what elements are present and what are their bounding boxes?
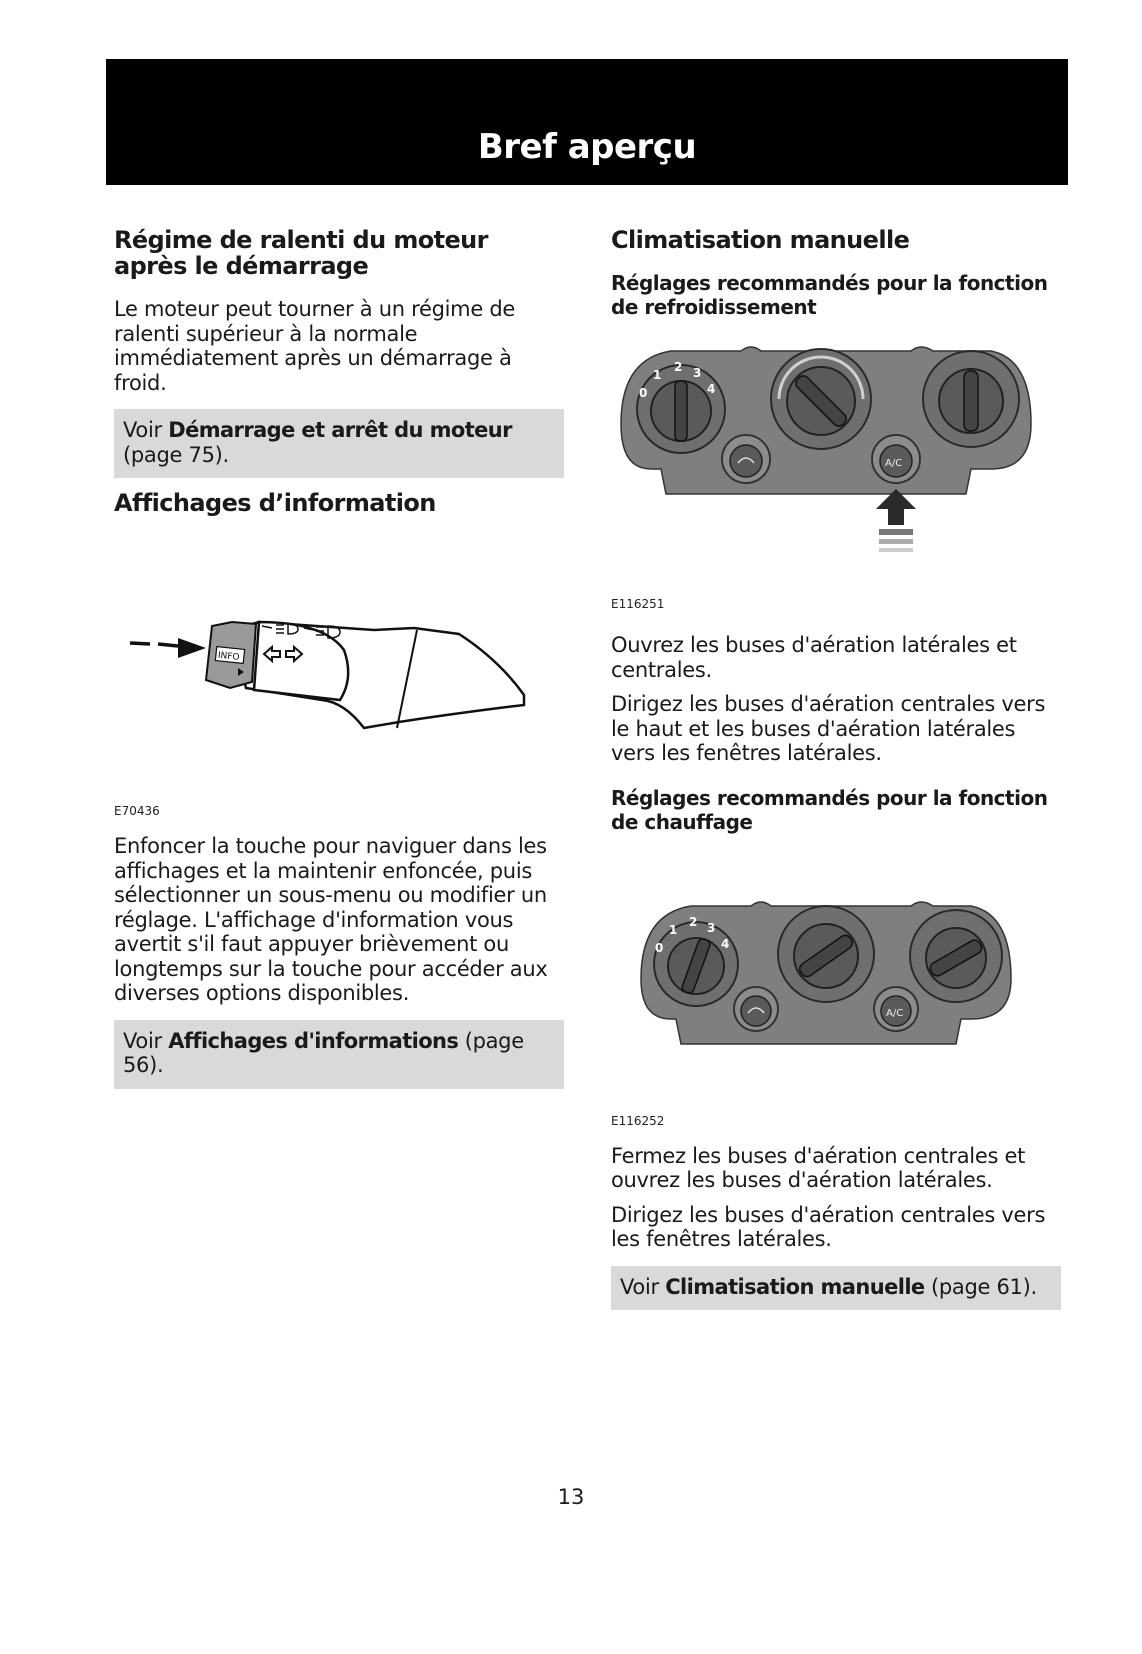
- cooling-paragraph-2: Dirigez les buses d'aération centrales vers le haut et les buses d'aération latérales vers les fenêtres latérales.: [611, 692, 1046, 765]
- section-heading-idle: Régime de ralenti du moteur après le démarrage: [114, 226, 488, 280]
- heating-panel-illustration: [611, 884, 1061, 1084]
- info-paragraph: Enfoncer la touche pour naviguer dans les affichages et la maintenir enfoncée, puis sélectionner un sous-menu ou modifier un réglage. L'affichage d'information vous avertit s'il faut appuyer brièvement ou longtemps sur la touche pour accéder aux diverses options disponibles.: [114, 834, 548, 1005]
- note-engine-start: Voir Démarrage et arrêt du moteur (page 75).: [114, 409, 564, 478]
- note-link-manual-climate[interactable]: Climatisation manuelle: [665, 1274, 925, 1299]
- fan-label-4: 4: [721, 936, 730, 951]
- section-heading-climate: Climatisation manuelle: [611, 226, 910, 254]
- page-title: Bref aperçu: [477, 127, 697, 167]
- section-heading-info: Affichages d’information: [114, 489, 436, 517]
- cooling-paragraph-1: Ouvrez les buses d'aération latérales et centrales.: [611, 633, 1017, 682]
- recirculation-button-face: [730, 445, 762, 477]
- heating-paragraph-2: Dirigez les buses d'aération centrales vers les fenêtres latérales.: [611, 1202, 1046, 1251]
- note-manual-climate: Voir Climatisation manuelle (page 61).: [611, 1266, 1061, 1311]
- press-arrow-bar-3: [879, 548, 913, 552]
- note-info-displays: Voir Affichages d'informations (page 56).: [114, 1020, 564, 1089]
- idle-paragraph: Le moteur peut tourner à un régime de ralenti supérieur à la normale immédiatement après un démarrage à froid.: [114, 297, 515, 395]
- fan-label-1: 1: [653, 368, 662, 382]
- page-number: 13: [557, 1485, 585, 1509]
- heating-paragraph-1: Fermez les buses d'aération centrales et ouvrez les buses d'aération latérales.: [611, 1143, 1026, 1192]
- fan-label-4: 4: [707, 382, 716, 396]
- fan-label-2: 2: [674, 360, 683, 374]
- info-stalk-illustration: [114, 530, 564, 830]
- ac-button-label: A/C: [886, 1007, 904, 1019]
- arrow-dash-1: [130, 643, 150, 644]
- subheading-heating: Réglages recommandés pour la fonction de chauffage: [611, 785, 1048, 834]
- heating-panel-figure: [611, 844, 1061, 1128]
- arrow-dash-2: [158, 644, 178, 646]
- fan-label-1: 1: [669, 922, 678, 937]
- air-distribution-grip: [964, 371, 978, 431]
- figure-code: E70436: [114, 804, 160, 818]
- fan-label-2: 2: [689, 914, 698, 929]
- press-arrow-bar-1: [879, 529, 913, 535]
- recirculation-button-face: [741, 996, 771, 1026]
- press-arrow-bar-2: [879, 539, 913, 544]
- cooling-panel-figure: [611, 329, 1061, 609]
- note-link-info-displays[interactable]: Affichages d'informations: [168, 1028, 459, 1053]
- right-column: [611, 227, 1061, 1322]
- info-button-label: INFO: [217, 650, 240, 663]
- fan-label-0: 0: [655, 940, 664, 955]
- fan-label-3: 3: [707, 920, 716, 935]
- fan-label-3: 3: [693, 366, 702, 380]
- cooling-panel-illustration: [611, 329, 1061, 559]
- info-stalk-figure: [114, 530, 564, 840]
- fan-label-0: 0: [639, 386, 648, 400]
- note-link-engine-start[interactable]: Démarrage et arrêt du moteur: [168, 418, 512, 442]
- ac-button-label: A/C: [885, 458, 903, 469]
- figure-code: E116251: [611, 597, 665, 611]
- subheading-cooling: Réglages recommandés pour la fonction de refroidissement: [611, 271, 1048, 319]
- figure-code: E116252: [611, 1113, 665, 1128]
- arrow-head: [178, 638, 206, 658]
- fan-dial-grip: [675, 381, 687, 441]
- header-band: [106, 59, 1068, 185]
- left-column: [114, 227, 564, 1101]
